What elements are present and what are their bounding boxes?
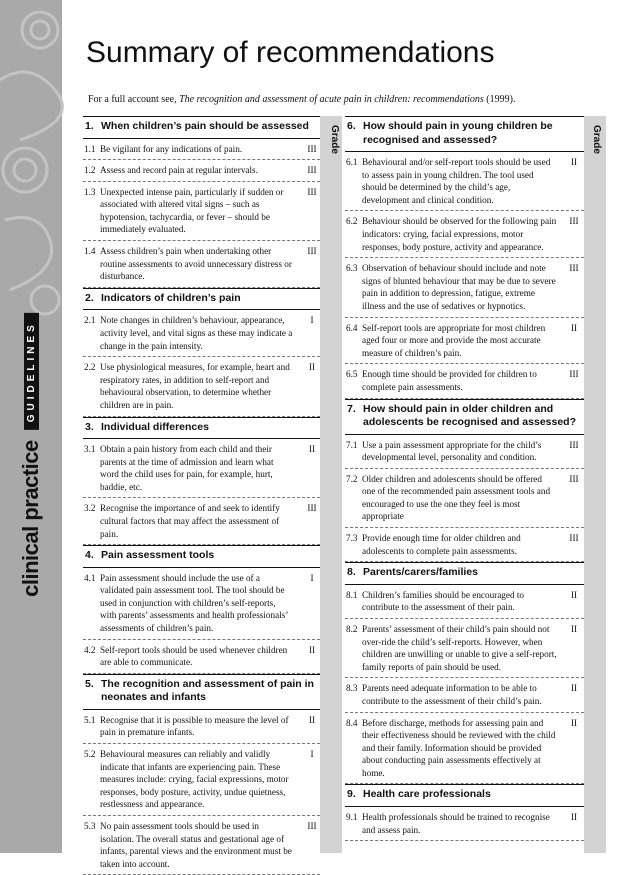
right-column xyxy=(345,116,584,841)
recommendation-number: 8.3 xyxy=(346,683,358,694)
recommendation-row xyxy=(83,744,320,816)
recommendation-text: Be vigilant for any indications of pain. xyxy=(100,143,243,154)
recommendation-number: 1.4 xyxy=(84,246,96,257)
recommendation-row xyxy=(83,139,320,161)
recommendation-number: 2.1 xyxy=(84,315,96,326)
grade-value: II xyxy=(570,683,578,694)
grade-header-left: Grade xyxy=(329,125,340,154)
recommendation-row xyxy=(345,318,584,365)
clinical-practice-label: clinical practice xyxy=(18,440,43,597)
grade-value: II xyxy=(570,811,578,822)
section-title: How should pain in young children be recognised and assessed? xyxy=(363,120,553,146)
section-heading xyxy=(345,785,584,807)
section-number: 8. xyxy=(347,566,356,579)
guidelines-label: GUIDELINES xyxy=(24,313,39,430)
recommendation-number: 5.2 xyxy=(84,749,96,759)
left-column xyxy=(83,116,320,875)
recommendation-row xyxy=(83,357,320,416)
recommendation-text: Behavioural and/or self-report tools should be used to assess pain in young children. The tool used should be determined by the child’s age, development and clinical condition. xyxy=(362,157,551,205)
recommendation-row xyxy=(345,435,584,469)
recommendation-row xyxy=(83,310,320,357)
section-number: 7. xyxy=(347,402,356,415)
recommendation-text: Note changes in children’s behaviour, appearance, activity level, and vital signs as these may indicate a change in the pain intensity. xyxy=(100,315,293,351)
recommendation-text: Parents’ assessment of their child’s pain should not over-ride the child’s self-reports. However, when children are unwilling or unable to give a self-report, family reports of pain should be used. xyxy=(362,623,557,672)
recommendation-section xyxy=(345,562,584,784)
recommendation-number: 6.4 xyxy=(346,322,358,333)
grade-value: III xyxy=(569,263,579,274)
grade-value: III xyxy=(569,439,579,450)
grade-value: III xyxy=(307,186,317,197)
recommendation-text: Behavioural measures can reliably and validly indicate that infants are experiencing pain. These measures include: crying, facial expressions, motor responses, body posture, activity, undue quietness, restlessness and appearance. xyxy=(100,749,289,810)
section-heading xyxy=(83,546,320,568)
grade-value: II xyxy=(570,589,578,600)
recommendation-number: 7.1 xyxy=(346,439,358,450)
recommendation-text: Recognise that it is possible to measure the level of pain in premature infants. xyxy=(100,714,289,738)
recommendation-number: 3.2 xyxy=(84,503,96,514)
grade-value: II xyxy=(570,157,578,167)
section-heading xyxy=(83,418,320,440)
recommendation-number: 4.2 xyxy=(84,644,96,655)
recommendation-row xyxy=(83,241,320,288)
recommendation-text: No pain assessment tools should be used in isolation. The overall status and gestational age of infants, parental views and the environment must be taken into account. xyxy=(100,820,292,869)
recommendation-number: 1.3 xyxy=(84,186,96,197)
section-heading xyxy=(83,289,320,311)
sidebar-label xyxy=(18,313,44,597)
recommendation-number: 5.3 xyxy=(84,820,96,831)
recommendation-text: Use physiological measures, for example, heart and respiratory rates, in addition to self-report and behavioural observation, to determine whether children are in pain. xyxy=(100,362,290,410)
recommendation-row xyxy=(345,807,584,841)
grade-value: I xyxy=(310,315,314,326)
recommendation-text: Assess children’s pain when undertaking other routine assessments to avoid unnecessary distress or disturbance. xyxy=(100,246,292,282)
grade-value: III xyxy=(307,503,317,514)
section-title: How should pain in older children and adolescents be recognised and assessed? xyxy=(363,402,577,428)
recommendation-text: Unexpected intense pain, particularly if sudden or associated with altered vital signs – such as hypotension, tachycardia, or fever – should be immediately evaluated. xyxy=(100,186,284,235)
recommendation-number: 7.3 xyxy=(346,533,358,544)
grade-value: III xyxy=(307,143,317,154)
recommendation-row xyxy=(345,364,584,398)
grade-value: II xyxy=(308,444,316,454)
recommendation-section xyxy=(83,116,320,288)
recommendation-text: Health professionals should be trained to recognise and assess pain. xyxy=(362,811,550,835)
recommendation-text: Provide enough time for older children and adolescents to complete pain assessments. xyxy=(362,533,521,556)
recommendation-row xyxy=(345,585,584,619)
section-number: 3. xyxy=(85,420,94,433)
recommendation-number: 7.2 xyxy=(346,473,358,484)
recommendation-section xyxy=(83,545,320,674)
grade-value: I xyxy=(310,572,314,583)
recommendation-row xyxy=(345,528,584,562)
grade-value: III xyxy=(569,369,579,380)
recommendation-row xyxy=(83,182,320,241)
recommendation-text: Use a pain assessment appropriate for the child’s developmental level, personality and condition. xyxy=(362,439,542,463)
swirl-decoration-icon xyxy=(0,0,62,330)
recommendation-text: Parents need adequate information to be able to contribute to the assessment of their child’s pain. xyxy=(362,683,542,706)
grade-value: II xyxy=(570,717,578,728)
section-heading xyxy=(345,117,584,152)
recommendation-row xyxy=(83,498,320,545)
grade-value: III xyxy=(307,246,317,257)
recommendation-number: 1.1 xyxy=(84,143,96,154)
page-title: Summary of recommendations xyxy=(86,36,495,69)
grade-value: III xyxy=(569,216,579,227)
recommendation-number: 2.2 xyxy=(84,362,96,373)
section-number: 1. xyxy=(85,120,94,132)
recommendation-number: 8.2 xyxy=(346,623,358,634)
recommendation-text: Assess and record pain at regular intervals. xyxy=(100,165,258,176)
recommendation-row xyxy=(345,713,584,785)
grade-value: I xyxy=(310,749,314,759)
recommendation-row xyxy=(83,160,320,182)
recommendation-number: 6.2 xyxy=(346,216,358,227)
section-heading xyxy=(83,675,320,710)
section-title: Individual differences xyxy=(101,420,209,433)
recommendation-row xyxy=(345,211,584,258)
grade-value: III xyxy=(307,820,317,831)
recommendation-section xyxy=(83,674,320,875)
grade-value: II xyxy=(570,322,578,333)
section-title: Pain assessment tools xyxy=(101,549,215,562)
section-title: The recognition and assessment of pain in neonates and infants xyxy=(101,677,314,704)
recommendation-number: 6.1 xyxy=(346,157,358,167)
recommendation-text: Self-report tools are appropriate for most children aged four or more and provide the most accurate measure of children’s pain. xyxy=(362,322,546,358)
section-number: 2. xyxy=(85,291,94,304)
section-number: 9. xyxy=(347,788,356,801)
recommendation-number: 6.5 xyxy=(346,369,358,380)
recommendation-number: 8.4 xyxy=(346,717,358,728)
recommendation-text: Behaviour should be observed for the following pain indicators: crying, facial expressions, motor responses, body posture, activity and appearance. xyxy=(362,216,557,252)
recommendation-row xyxy=(83,710,320,744)
recommendation-number: 5.1 xyxy=(84,714,96,725)
recommendation-section xyxy=(345,116,584,399)
recommendation-number: 8.1 xyxy=(346,589,358,600)
section-heading xyxy=(83,117,320,139)
grade-value: III xyxy=(307,165,317,176)
recommendation-number: 1.2 xyxy=(84,165,96,176)
recommendation-text: Older children and adolescents should be offered one of the recommended pain assessment tools and encouraged to use the one they feel is most appropriate xyxy=(362,473,551,522)
intro-prefix: For a full account see, xyxy=(88,94,180,105)
recommendation-text: Pain assessment should include the use of a validated pain assessment tool. The tool should be used in conjunction with children’s self-reports, with parents’ assessments and health professionals’ assessments of children’s pain. xyxy=(100,572,288,634)
intro-text xyxy=(88,94,515,105)
recommendation-row xyxy=(83,568,320,640)
recommendation-section xyxy=(345,399,584,563)
recommendation-row xyxy=(345,678,584,712)
section-title: Parents/carers/families xyxy=(363,566,478,579)
recommendation-row xyxy=(345,469,584,528)
recommendation-row xyxy=(345,619,584,678)
section-title: Indicators of children’s pain xyxy=(101,291,241,304)
section-number: 6. xyxy=(347,120,356,132)
recommendation-text: Observation of behaviour should include and note signs of blunted behaviour that may be due to severe pain in addition to depression, fatigue, extreme illness and the use of sedatives or hypnotics. xyxy=(362,263,556,311)
section-heading xyxy=(345,400,584,435)
recommendation-number: 9.1 xyxy=(346,811,358,822)
recommendation-row xyxy=(83,640,320,674)
recommendation-row xyxy=(345,152,584,211)
recommendation-text: Obtain a pain history from each child and their parents at the time of admission and learn what word the child uses for pain, for example, hurt, baddie, etc. xyxy=(100,444,274,492)
grade-value: II xyxy=(308,362,316,373)
grade-value: II xyxy=(308,644,316,655)
recommendation-text: Before discharge, methods for assessing pain and their effectiveness should be reviewed with the child and their family. Information should be provided about conducting pain assessments effectively at home. xyxy=(362,717,556,778)
recommendation-text: Children’s families should be encouraged to contribute to the assessment of their pain. xyxy=(362,589,525,613)
grade-header-right: Grade xyxy=(591,125,602,154)
grade-value: III xyxy=(569,533,579,544)
recommendation-section xyxy=(83,417,320,546)
intro-suffix: (1999). xyxy=(483,94,516,105)
recommendation-row xyxy=(83,816,320,875)
recommendation-section xyxy=(345,784,584,841)
section-title: Health care professionals xyxy=(363,788,491,801)
recommendation-text: Enough time should be provided for children to complete pain assessments. xyxy=(362,369,537,392)
recommendation-row xyxy=(83,439,320,498)
recommendation-number: 3.1 xyxy=(84,444,96,454)
grade-column-right xyxy=(584,116,606,853)
grade-value: II xyxy=(308,714,316,725)
section-title: When children’s pain should be assessed xyxy=(101,120,309,132)
section-number: 5. xyxy=(85,677,94,690)
recommendation-text: Recognise the importance of and seek to identify cultural factors that may affect the assessment of pain. xyxy=(100,503,280,539)
section-heading xyxy=(345,563,584,585)
sidebar xyxy=(0,0,62,853)
intro-source: The recognition and assessment of acute pain in children: recommendations xyxy=(179,94,484,105)
recommendation-number: 4.1 xyxy=(84,572,96,583)
grade-column-left xyxy=(320,116,342,853)
recommendation-text: Self-report tools should be used whenever children are able to communicate. xyxy=(100,644,288,668)
grade-value: III xyxy=(569,473,579,484)
grade-value: II xyxy=(570,623,578,634)
section-number: 4. xyxy=(85,549,94,562)
recommendation-number: 6.3 xyxy=(346,263,358,274)
recommendation-row xyxy=(345,258,584,317)
recommendation-section xyxy=(83,288,320,417)
